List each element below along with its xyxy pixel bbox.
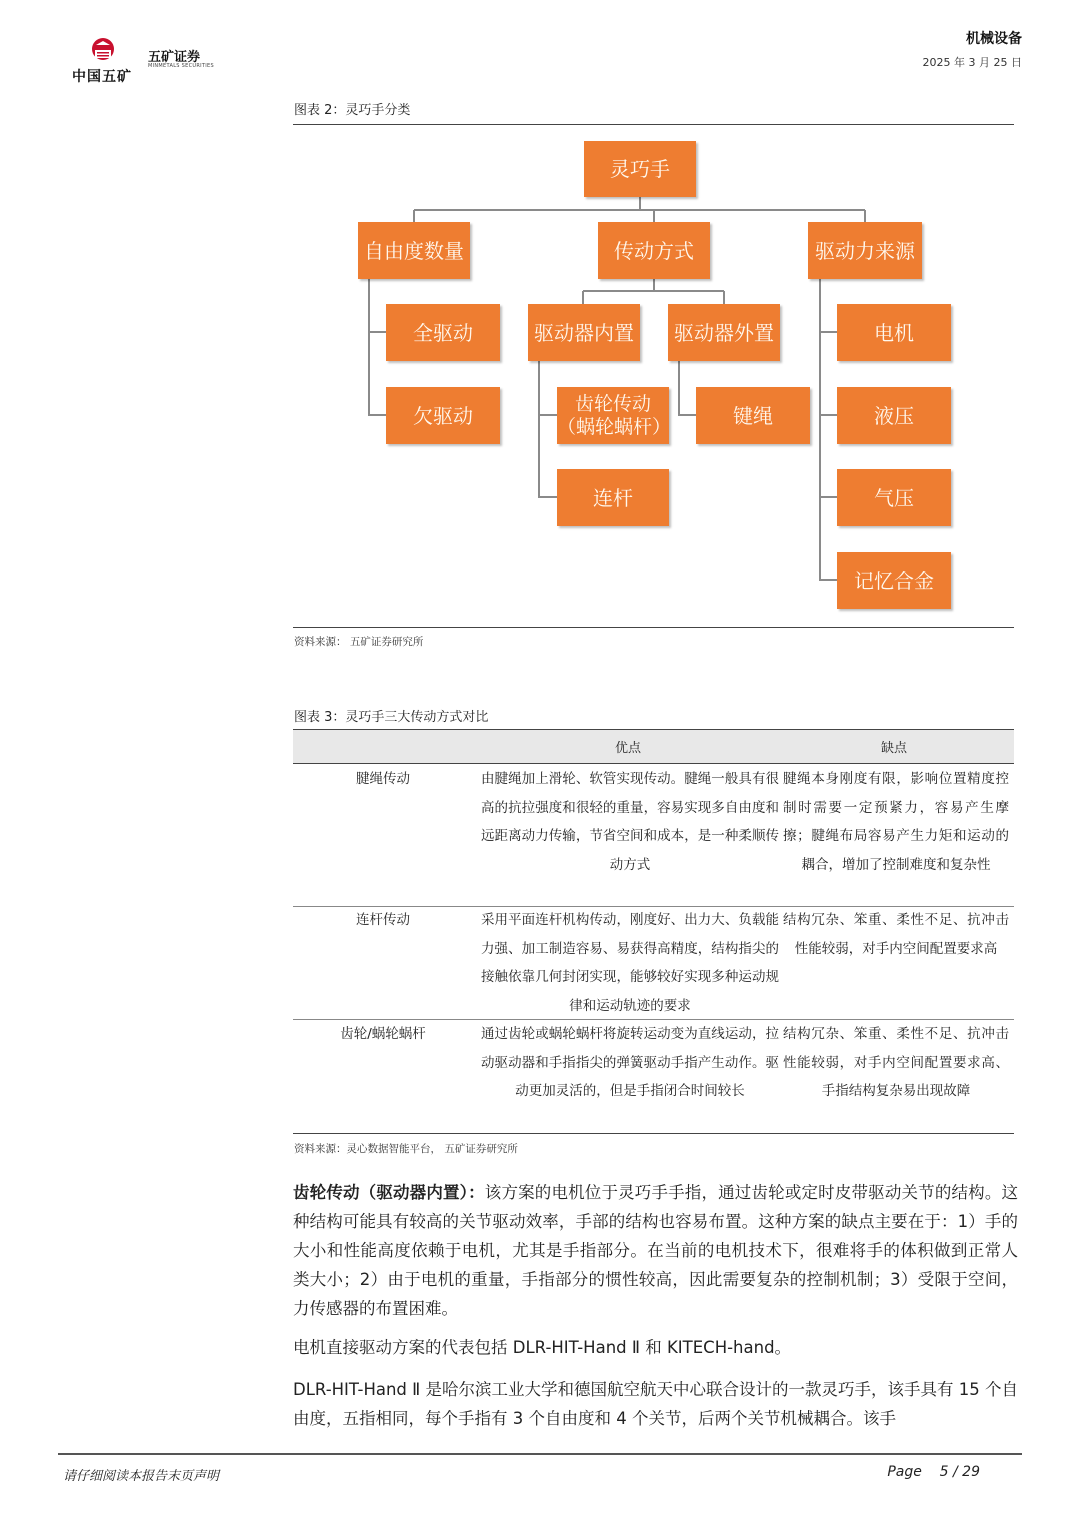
node-pneumatic: 气压 xyxy=(837,469,951,526)
row-name: 连杆传动 xyxy=(356,912,410,928)
logo-company-name: 五矿证券 xyxy=(148,50,201,65)
node-linkage: 连杆 xyxy=(557,469,669,526)
figure2-caption: 图表 2：灵巧手分类 xyxy=(294,103,411,118)
node-degrees-of-freedom: 自由度数量 xyxy=(358,222,470,279)
row-pros: 采用平面连杆机构传动，刚度好、出力大、负载能力强、加工制造容易、易获得高精度，结构指尖的接触依靠几何封闭实现，能够较好实现多种运动规律和运动轨迹的要求 xyxy=(481,912,779,1014)
node-internal-actuator: 驱动器内置 xyxy=(528,304,640,361)
figure3-caption: 图表 3：灵巧手三大传动方式对比 xyxy=(294,710,489,725)
row-name: 齿轮/蜗轮蜗杆 xyxy=(340,1026,426,1042)
footer-rule xyxy=(58,1453,1022,1455)
header-date: 2025 年 3 月 25 日 xyxy=(922,56,1022,69)
header-sector: 机械设备 xyxy=(966,31,1022,47)
node-transmission-method: 传动方式 xyxy=(598,222,710,279)
footer-page xyxy=(887,1464,980,1480)
row-cons: 腱绳本身刚度有限，影响位置精度控制时需要一定预紧力，容易产生摩擦；腱绳布局容易产生力矩和运动的耦合，增加了控制难度和复杂性 xyxy=(783,771,1009,873)
node-under-actuation: 欠驱动 xyxy=(386,387,500,444)
logo-cn-text: 中国五矿 xyxy=(72,69,132,85)
figure3-source: 资料来源：灵心数据智能平台， 五矿证券研究所 xyxy=(294,1143,518,1155)
row-name: 腱绳传动 xyxy=(356,771,410,787)
footer-page-label: Page xyxy=(887,1464,922,1480)
paragraph-gear-drive-lead: 齿轮传动（驱动器内置）： xyxy=(293,1183,485,1202)
node-gear-transmission: 齿轮传动 （蜗轮蜗杆） xyxy=(557,387,669,444)
node-dexterous-hand: 灵巧手 xyxy=(584,141,696,197)
paragraph-dlr-hit-hand: DLR-HIT-Hand Ⅱ 是哈尔滨工业大学和德国航空航天中心联合设计的一款灵巧手，该手具有 15 个自由度，五指相同，每个手指有 3 个自由度和 4 个关节，后两个关节机械耦合。该手 xyxy=(293,1380,1018,1428)
footer-disclaimer: 请仔细阅读本报告末页声明 xyxy=(63,1469,220,1484)
figure3-bottom-rule xyxy=(293,1133,1014,1134)
figure2-bottom-rule xyxy=(293,627,1014,628)
row-pros: 通过齿轮或蜗轮蜗杆将旋转运动变为直线运动，拉动驱动器和手指指尖的弹簧驱动手指产生动作。驱动更加灵活的，但是手指闭合时间较长 xyxy=(481,1026,779,1099)
paragraph-motor-examples: 电机直接驱动方案的代表包括 DLR-HIT-Hand Ⅱ 和 KITECH-hand。 xyxy=(293,1338,792,1357)
footer-page-number: 5 / 29 xyxy=(939,1464,980,1480)
paragraph-gear-drive xyxy=(293,1178,1018,1323)
table-header xyxy=(293,729,1014,764)
row-cons: 结构冗杂、笨重、柔性不足、抗冲击性能较弱，对手内空间配置要求高、手指结构复杂易出现故障 xyxy=(783,1026,1009,1099)
figure2-source: 资料来源： 五矿证券研究所 xyxy=(294,636,424,648)
node-hydraulic: 液压 xyxy=(837,387,951,444)
row-cons: 结构冗杂、笨重、柔性不足、抗冲击性能较弱，对手内空间配置要求高 xyxy=(783,912,1009,957)
node-external-actuator: 驱动器外置 xyxy=(668,304,780,361)
node-power-source: 驱动力来源 xyxy=(808,222,922,279)
header-cons: 缺点 xyxy=(881,741,908,756)
node-motor: 电机 xyxy=(837,304,951,361)
logo-company-en: MINMETALS SECURITIES xyxy=(148,63,214,69)
node-shape-memory-alloy: 记忆合金 xyxy=(837,552,951,609)
paragraph-gear-drive-text: 该方案的电机位于灵巧手手指，通过齿轮或定时皮带驱动关节的结构。这种结构可能具有较高的关节驱动效率，手部的结构也容易布置。这种方案的缺点主要在于：1）手的大小和性能高度依赖于电机，尤其是手指部分。在当前的电机技术下，很难将手的体积做到正常人类大小；2）由于电机的重量，手指部分的惯性较高，因此需要复杂的控制机制；3）受限于空间，力传感器的布置困难。 xyxy=(293,1183,1019,1318)
node-tendon: 键绳 xyxy=(696,387,810,444)
row-pros: 由腱绳加上滑轮、软管实现传动。腱绳一般具有很高的抗拉强度和很轻的重量，容易实现多自由度和远距离动力传输，节省空间和成本，是一种柔顺传动方式 xyxy=(481,771,779,873)
header-pros: 优点 xyxy=(615,741,642,756)
node-full-actuation: 全驱动 xyxy=(386,304,500,361)
